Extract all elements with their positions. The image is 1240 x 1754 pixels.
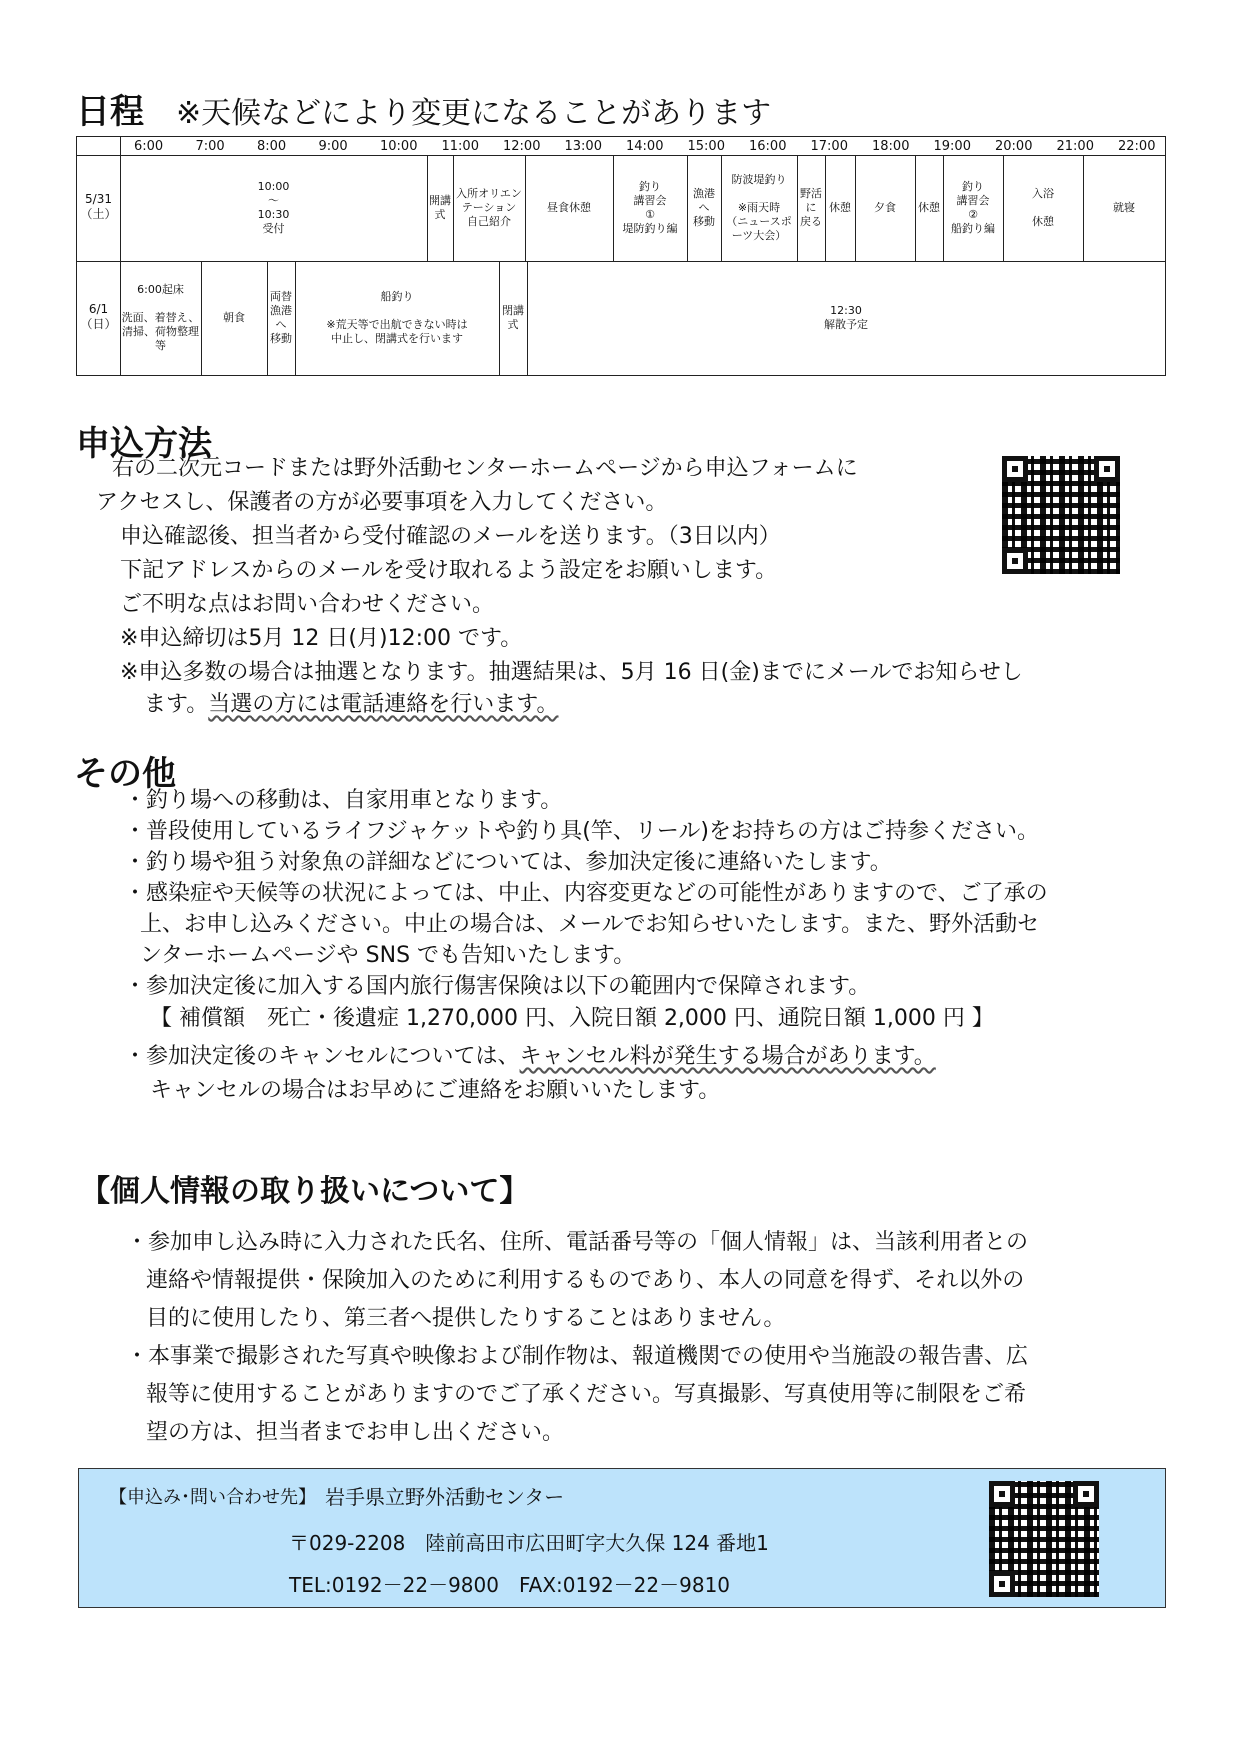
apply-heading: 申込方法 — [76, 424, 212, 464]
schedule-heading: 日程 — [76, 92, 144, 132]
time-label: 21:00 — [1056, 139, 1094, 154]
day2-cell: 朝食 — [223, 311, 245, 324]
day2-date: 6/1 （日） — [80, 302, 117, 331]
other-heading: その他 — [74, 754, 176, 794]
day1-cell: 休憩 — [918, 201, 940, 214]
contact-box — [78, 1468, 1166, 1608]
time-label: 7:00 — [195, 139, 225, 154]
time-label: 6:00 — [134, 139, 164, 154]
contact-org: 岩手県立野外活動センター — [325, 1485, 565, 1509]
schedule-note: ※天候などにより変更になることがあります — [176, 96, 772, 131]
contact-label: 【申込み･問い合わせ先】 — [109, 1487, 316, 1508]
time-label: 19:00 — [933, 139, 971, 154]
time-label: 16:00 — [749, 139, 787, 154]
day1-cell: 就寝 — [1113, 201, 1135, 214]
day2-cell: 閉講 式 — [502, 304, 524, 331]
time-label: 15:00 — [687, 139, 725, 154]
day1-cell: 入浴 休憩 — [1032, 187, 1054, 228]
time-label: 17:00 — [810, 139, 848, 154]
apply-line-6: ※申込締切は5月 12 日(月)12:00 です。 — [120, 626, 523, 651]
day1-cell: 漁港 へ 移動 — [693, 187, 715, 228]
day1-cell: 昼食休憩 — [547, 201, 591, 214]
day2-cell: 6:00起床 洗面、着替え、 清掃、荷物整理 等 — [121, 283, 200, 352]
apply-line-1: 右の二次元コードまたは野外活動センターホームページから申込フォームに — [112, 456, 858, 481]
qr-code-icon[interactable] — [1002, 456, 1120, 574]
day1-cell: 防波堤釣り ※雨天時 （ニュースポーツ大会） — [726, 173, 792, 242]
day1-date: 5/31 （土） — [80, 192, 117, 221]
day1-cell: 10:00 ～ 10:30 受付 — [257, 180, 290, 235]
other-line-6: ンターホームページや SNS でも告知いたします。 — [140, 943, 636, 968]
other-line-2: ・普段使用しているライフジャケットや釣り具(竿、リール)をお持ちの方はご持参ください。 — [124, 819, 1039, 844]
other-line-3: ・釣り場や狙う対象魚の詳細などについては、参加決定後に連絡いたします。 — [124, 850, 892, 875]
day1-cell: 開講 式 — [429, 194, 451, 221]
other-line-1: ・釣り場への移動は、自家用車となります。 — [124, 788, 563, 813]
time-label: 11:00 — [441, 139, 479, 154]
time-label: 9:00 — [318, 139, 348, 154]
apply-line-5: ご不明な点はお問い合わせください。 — [120, 592, 495, 617]
day1-cell: 釣り 講習会 ① 堤防釣り編 — [622, 180, 678, 235]
time-label: 20:00 — [995, 139, 1033, 154]
other-line-4: ・感染症や天候等の状況によっては、中止、内容変更などの可能性がありますので、ご了承の — [124, 881, 1048, 906]
day1-cell: 釣り 講習会 ② 船釣り編 — [951, 180, 995, 235]
schedule-table — [76, 136, 1166, 376]
time-label: 22:00 — [1118, 139, 1156, 154]
time-label: 14:00 — [626, 139, 664, 154]
time-label: 12:00 — [503, 139, 541, 154]
privacy-line-4: ・本事業で撮影された写真や映像および制作物は、報道機関での使用や当施設の報告書、広 — [126, 1344, 1029, 1369]
apply-line-7: ※申込多数の場合は抽選となります。抽選結果は、5月 16 日(金)までにメールでお知らせし — [120, 660, 1023, 685]
contact-address: 〒029-2208 陸前高田市広田町字大久保 124 番地1 — [289, 1531, 769, 1555]
privacy-line-5: 報等に使用することがありますのでご了承ください。写真撮影、写真使用等に制限をご希 — [146, 1382, 1027, 1407]
other-line-5: 上、お申し込みください。中止の場合は、メールでお知らせいたします。また、野外活動セ — [140, 912, 1040, 937]
privacy-line-1: ・参加申し込み時に入力された氏名、住所、電話番号等の「個人情報」は、当該利用者との — [126, 1230, 1029, 1255]
apply-line-3: 申込確認後、担当者から受付確認のメールを送ります。（3日以内） — [120, 524, 781, 549]
time-label: 8:00 — [257, 139, 287, 154]
other-line-7: ・参加決定後に加入する国内旅行傷害保険は以下の範囲内で保障されます。 — [124, 974, 871, 999]
apply-line-8: ます。当選の方には電話連絡を行います。 — [144, 692, 559, 717]
privacy-line-3: 目的に使用したり、第三者へ提供したりすることはありません。 — [146, 1306, 786, 1331]
time-label: 13:00 — [564, 139, 602, 154]
privacy-line-6: 望の方は、担当者までお申し出ください。 — [146, 1420, 565, 1445]
day1-cell: 野活 に 戻る — [800, 187, 822, 228]
apply-line-4: 下記アドレスからのメールを受け取れるよう設定をお願いします。 — [120, 558, 778, 583]
time-label: 18:00 — [872, 139, 910, 154]
apply-line-2: アクセスし、保護者の方が必要事項を入力してください。 — [96, 490, 668, 515]
qr-code-icon[interactable] — [989, 1481, 1099, 1597]
day2-cell: 12:30 解散予定 — [824, 304, 868, 331]
day1-cell: 夕食 — [874, 201, 896, 214]
day2-cell: 船釣り ※荒天等で出航できない時は 中止し、閉講式を行います — [326, 290, 468, 345]
privacy-line-2: 連絡や情報提供・保険加入のために利用するものであり、本人の同意を得ず、それ以外の — [146, 1268, 1025, 1293]
insurance-amount: 【 補償額 死亡・後遺症 1,270,000 円、入院日額 2,000 円、通院日額 1,000 円 】 — [150, 1006, 994, 1031]
day2-cell: 両替 漁港 へ 移動 — [270, 290, 292, 345]
privacy-heading: 【個人情報の取り扱いについて】 — [80, 1174, 530, 1209]
other-cancel-last: キャンセルの場合はお早めにご連絡をお願いいたします。 — [150, 1078, 721, 1103]
day1-cell: 入所オリエン テーション 自己紹介 — [456, 187, 522, 228]
other-cancel-line: ・参加決定後のキャンセルについては、キャンセル料が発生する場合があります。 — [124, 1044, 936, 1069]
day1-cell: 休憩 — [829, 201, 851, 214]
cancel-fee-note: キャンセル料が発生する場合があります。 — [519, 1044, 936, 1069]
apply-underlined-note: 当選の方には電話連絡を行います。 — [208, 692, 559, 717]
time-label: 10:00 — [380, 139, 418, 154]
contact-phone: TEL:0192－22－9800 FAX:0192－22－9810 — [289, 1573, 731, 1597]
